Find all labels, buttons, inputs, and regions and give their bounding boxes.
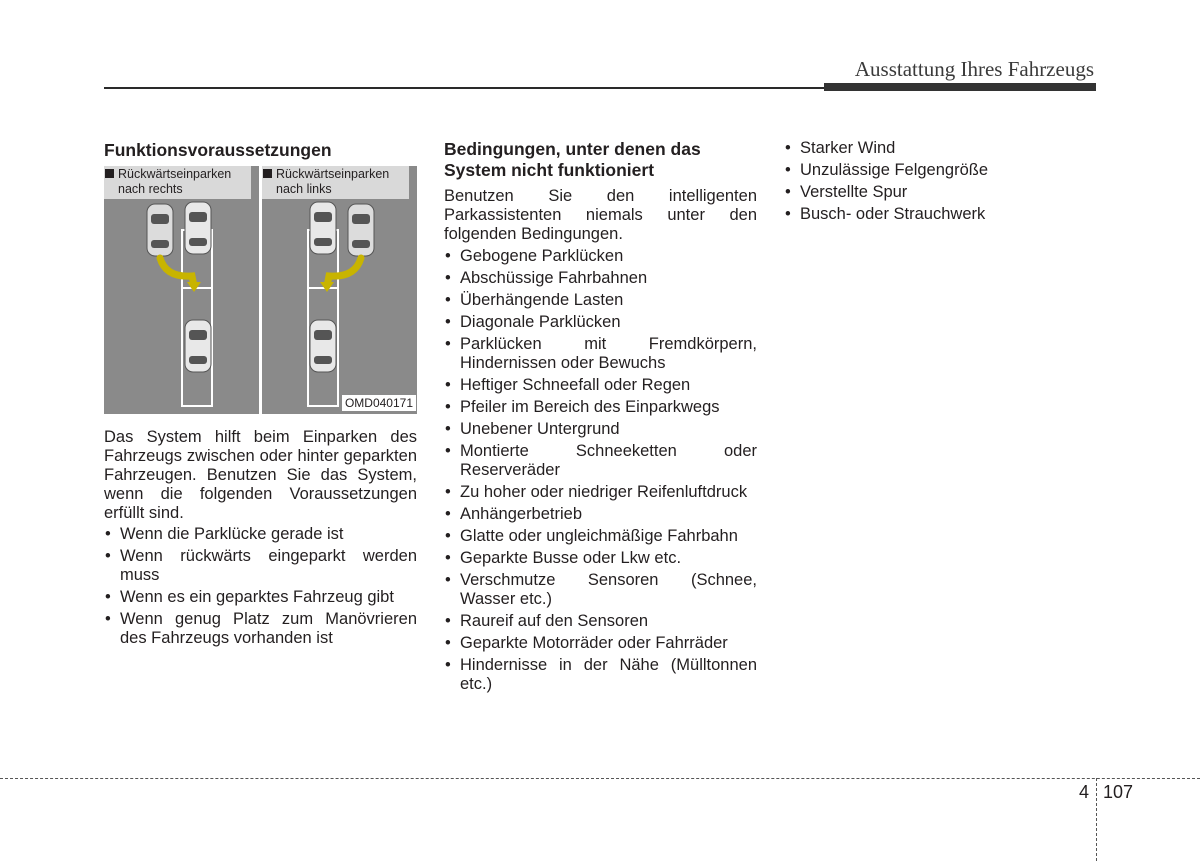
conditions-intro: Benutzen Sie den intelligenten Parkassistenten niemals unter den folgenden Bedingungen. bbox=[444, 187, 757, 243]
page-number: 107 bbox=[1103, 782, 1134, 802]
heading-line-2: System nicht funktioniert bbox=[444, 160, 655, 180]
list-item: • Anhängerbetrieb bbox=[444, 505, 757, 524]
middle-column bbox=[444, 139, 757, 697]
parked-car-top bbox=[185, 202, 211, 254]
conditions-list bbox=[444, 247, 757, 694]
page-header-title: Ausstattung Ihres Fahrzeugs bbox=[854, 57, 1094, 81]
requirements-list bbox=[104, 525, 417, 648]
list-item: • Geparkte Busse oder Lkw etc. bbox=[444, 549, 757, 568]
list-item: • Zu hoher oder niedriger Reifenluftdruck bbox=[444, 483, 757, 502]
list-item: • Abschüssige Fahrbahnen bbox=[444, 269, 757, 288]
own-car bbox=[348, 204, 374, 256]
panel-label-line-1: Rückwärtseinparken bbox=[118, 167, 232, 181]
list-item: • Montierte Schneeketten oder Reserveräder bbox=[444, 442, 757, 480]
panel-park-left-label bbox=[262, 166, 409, 199]
list-item: • Busch- oder Strauchwerk bbox=[784, 205, 1024, 224]
figure-code: OMD040171 bbox=[342, 395, 416, 411]
panel-park-right bbox=[104, 166, 259, 414]
list-item: • Heftiger Schneefall oder Regen bbox=[444, 376, 757, 395]
conditions-list-continued bbox=[784, 139, 1024, 224]
list-item: • Gebogene Parklücken bbox=[444, 247, 757, 266]
footer-divider bbox=[1096, 778, 1097, 861]
list-item: • Wenn es ein geparktes Fahrzeug gibt bbox=[104, 588, 417, 607]
own-car bbox=[147, 204, 173, 256]
panel-park-left bbox=[262, 166, 417, 414]
parked-car-bottom bbox=[185, 320, 211, 372]
list-item: • Glatte oder ungleichmäßige Fahrbahn bbox=[444, 527, 757, 546]
section-heading-requirements: Funktionsvoraussetzungen bbox=[104, 140, 332, 160]
parked-car-bottom bbox=[310, 320, 336, 372]
section-heading-conditions bbox=[444, 139, 757, 181]
list-item: • Diagonale Parklücken bbox=[444, 313, 757, 332]
panel-label-line-1: Rückwärtseinparken bbox=[276, 167, 390, 181]
list-item: • Geparkte Motorräder oder Fahrräder bbox=[444, 634, 757, 653]
list-item: • Raureif auf den Sensoren bbox=[444, 612, 757, 631]
parked-car-top bbox=[310, 202, 336, 254]
header-rule-accent bbox=[824, 83, 1096, 91]
parking-illustration bbox=[104, 166, 417, 414]
footer-rule bbox=[0, 778, 1200, 779]
list-item: • Überhängende Lasten bbox=[444, 291, 757, 310]
list-item: • Wenn die Parklücke gerade ist bbox=[104, 525, 417, 544]
label-square-icon bbox=[263, 169, 272, 178]
panel-label-line-2: nach links bbox=[276, 182, 332, 196]
panel-park-right-label bbox=[104, 166, 251, 199]
parking-left-diagram bbox=[262, 166, 417, 414]
list-item: • Unebener Untergrund bbox=[444, 420, 757, 439]
right-column bbox=[784, 139, 1024, 227]
list-item: • Verstellte Spur bbox=[784, 183, 1024, 202]
list-item: • Wenn genug Platz zum Manövrieren des Fahrzeugs vorhanden ist bbox=[104, 610, 417, 648]
list-item: • Parklücken mit Fremdkörpern, Hindernissen oder Bewuchs bbox=[444, 335, 757, 373]
list-item: • Unzulässige Felgengröße bbox=[784, 161, 1024, 180]
list-item: • Verschmutze Sensoren (Schnee, Wasser etc.) bbox=[444, 571, 757, 609]
left-column bbox=[104, 139, 417, 651]
list-item: • Wenn rückwärts eingeparkt werden muss bbox=[104, 547, 417, 585]
list-item: • Pfeiler im Bereich des Einparkwegs bbox=[444, 398, 757, 417]
list-item: • Starker Wind bbox=[784, 139, 1024, 158]
parking-right-diagram bbox=[104, 166, 259, 414]
list-item: • Hindernisse in der Nähe (Mülltonnen etc.) bbox=[444, 656, 757, 694]
requirements-intro: Das System hilft beim Einparken des Fahrzeugs zwischen oder hinter geparkten Fahrzeugen. Benutzen Sie das System, wenn die folgenden Voraussetzungen erfüllt sind. bbox=[104, 428, 417, 522]
chapter-number: 4 bbox=[1079, 782, 1090, 802]
label-square-icon bbox=[105, 169, 114, 178]
panel-label-line-2: nach rechts bbox=[118, 182, 183, 196]
heading-line-1: Bedingungen, unter denen das bbox=[444, 139, 701, 159]
